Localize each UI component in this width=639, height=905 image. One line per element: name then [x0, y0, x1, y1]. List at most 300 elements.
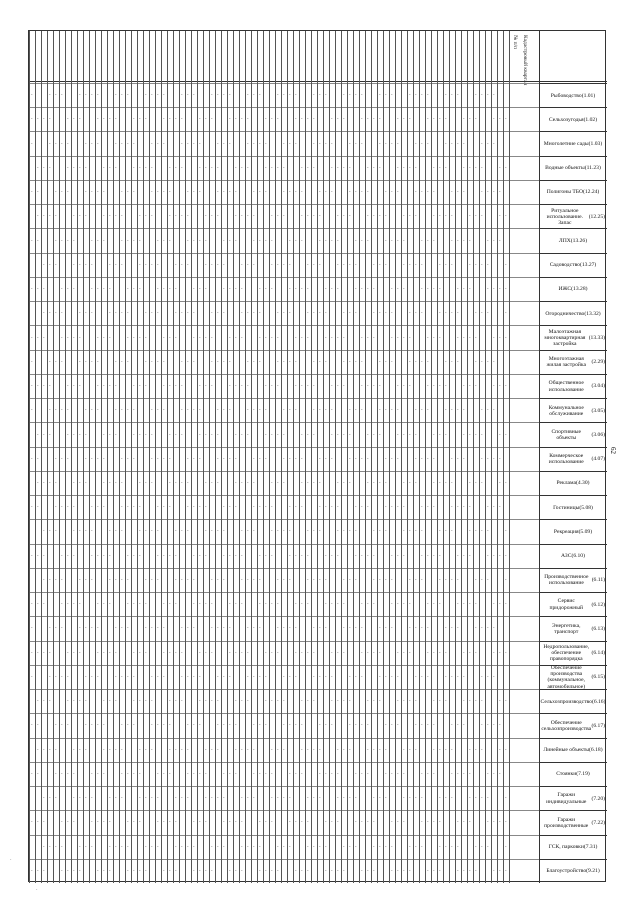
empty-cell-dash: - [85, 480, 87, 485]
empty-cell-dash: - [229, 237, 231, 243]
empty-cell-dash: - [415, 698, 417, 704]
empty-cell-dash: - [487, 140, 489, 146]
category-label: АЗС [561, 553, 572, 560]
empty-cell-dash: - [73, 504, 75, 510]
empty-cell-dash: - [247, 164, 249, 170]
empty-cell-dash: - [157, 189, 159, 195]
empty-cell-dash: - [481, 261, 483, 267]
category-header [539, 325, 607, 349]
empty-cell-dash: - [265, 698, 267, 704]
empty-cell-dash: - [157, 795, 159, 801]
empty-cell-dash: - [43, 552, 45, 558]
empty-cell-dash: - [295, 358, 297, 364]
empty-cell-dash: - [85, 455, 87, 461]
empty-cell-dash: - [367, 431, 369, 437]
empty-cell-dash: - [121, 310, 123, 316]
empty-cell-dash: - [217, 358, 219, 364]
empty-cell-dash: - [85, 795, 87, 801]
empty-cell-dash: - [475, 576, 477, 582]
empty-cell-dash: - [241, 795, 243, 801]
empty-cell-dash: - [403, 213, 405, 219]
empty-cell-dash: - [205, 383, 207, 389]
empty-cell-dash: - [409, 480, 411, 485]
empty-cell-dash: - [427, 237, 429, 243]
column-divider [491, 31, 492, 883]
empty-cell-dash: - [505, 528, 507, 534]
empty-cell-dash: - [157, 310, 159, 316]
category-code: (13.32) [584, 310, 601, 317]
empty-cell-dash: - [49, 649, 51, 655]
empty-cell-dash: - [331, 673, 333, 679]
empty-cell-dash: - [55, 746, 57, 752]
empty-cell-dash: - [61, 455, 63, 461]
empty-cell-dash: - [379, 698, 381, 704]
column-divider [59, 31, 60, 883]
empty-cell-dash: - [277, 649, 279, 655]
empty-cell-dash: - [331, 116, 333, 122]
empty-cell-dash: - [463, 770, 465, 776]
empty-cell-dash: - [31, 601, 33, 607]
empty-cell-dash: - [205, 819, 207, 825]
empty-cell-dash: - [499, 504, 501, 510]
empty-cell-dash: - [49, 261, 51, 267]
empty-cell-dash: - [283, 431, 285, 437]
empty-cell-dash: - [37, 237, 39, 243]
empty-cell-dash: - [373, 261, 375, 267]
empty-cell-dash: - [43, 698, 45, 704]
empty-cell-dash: - [421, 795, 423, 801]
empty-cell-dash: - [193, 140, 195, 146]
empty-cell-dash: - [331, 164, 333, 170]
empty-cell-dash: - [487, 625, 489, 631]
empty-cell-dash: - [277, 795, 279, 801]
empty-cell-dash: - [451, 213, 453, 219]
empty-cell-dash: - [79, 576, 81, 582]
empty-cell-dash: - [325, 358, 327, 364]
empty-cell-dash: - [97, 673, 99, 679]
empty-cell-dash: - [193, 673, 195, 679]
empty-cell-dash: - [295, 673, 297, 679]
empty-cell-dash: - [325, 310, 327, 316]
empty-cell-dash: - [439, 286, 441, 292]
empty-cell-dash: - [313, 261, 315, 267]
empty-cell-dash: - [355, 843, 357, 849]
empty-cell-dash: - [253, 310, 255, 316]
empty-cell-dash: - [193, 334, 195, 340]
empty-cell-dash: - [403, 237, 405, 243]
empty-cell-dash: - [67, 140, 69, 146]
empty-cell-dash: - [439, 698, 441, 704]
empty-cell-dash: - [343, 625, 345, 631]
empty-cell-dash: - [133, 455, 135, 461]
empty-cell-dash: - [55, 843, 57, 849]
empty-cell-dash: - [253, 504, 255, 510]
empty-cell-dash: - [211, 261, 213, 267]
empty-cell-dash: - [421, 722, 423, 728]
empty-cell-dash: - [91, 673, 93, 679]
empty-cell-dash: - [451, 407, 453, 413]
empty-cell-dash: - [433, 164, 435, 170]
empty-cell-dash: - [223, 552, 225, 558]
empty-cell-dash: - [451, 310, 453, 316]
row-divider [29, 374, 539, 375]
empty-cell-dash: - [139, 504, 141, 510]
empty-cell-dash: - [445, 746, 447, 752]
empty-cell-dash: - [397, 673, 399, 679]
empty-cell-dash: - [169, 746, 171, 752]
empty-cell-dash: - [469, 261, 471, 267]
empty-cell-dash: - [433, 286, 435, 292]
empty-cell-dash: - [187, 795, 189, 801]
empty-cell-dash: - [43, 480, 45, 485]
empty-cell-dash: - [421, 407, 423, 413]
empty-cell-dash: - [355, 795, 357, 801]
empty-cell-dash: - [391, 504, 393, 510]
empty-cell-dash: - [61, 358, 63, 364]
empty-cell-dash: - [403, 286, 405, 292]
category-code: (7.20) [591, 795, 605, 802]
empty-cell-dash: - [439, 431, 441, 437]
empty-cell-dash: - [133, 673, 135, 679]
empty-cell-dash: - [319, 92, 321, 98]
empty-cell-dash: - [325, 455, 327, 461]
empty-cell-dash: - [379, 164, 381, 170]
empty-cell-dash: - [109, 576, 111, 582]
category-header [539, 835, 607, 859]
empty-cell-dash: - [217, 140, 219, 146]
empty-cell-dash: - [337, 116, 339, 122]
row-divider [29, 810, 539, 811]
column-divider [467, 31, 468, 883]
empty-cell-dash: - [223, 504, 225, 510]
empty-cell-dash: - [283, 843, 285, 849]
empty-cell-dash: - [31, 649, 33, 655]
empty-cell-dash: - [469, 504, 471, 510]
empty-cell-dash: - [505, 334, 507, 340]
empty-cell-dash: - [211, 310, 213, 316]
empty-cell-dash: - [169, 480, 171, 485]
empty-cell-dash: - [499, 164, 501, 170]
empty-cell-dash: - [151, 843, 153, 849]
empty-cell-dash: - [253, 528, 255, 534]
empty-cell-dash: - [229, 455, 231, 461]
empty-cell-dash: - [307, 431, 309, 437]
empty-cell-dash: - [127, 310, 129, 316]
empty-cell-dash: - [331, 770, 333, 776]
empty-cell-dash: - [469, 213, 471, 219]
empty-cell-dash: - [253, 770, 255, 776]
category-code: (6.11) [591, 577, 605, 584]
empty-cell-dash: - [433, 649, 435, 655]
empty-cell-dash: - [325, 552, 327, 558]
empty-cell-dash: - [397, 552, 399, 558]
empty-cell-dash: - [235, 116, 237, 122]
empty-cell-dash: - [355, 770, 357, 776]
empty-cell-dash: - [145, 867, 147, 873]
empty-cell-dash: - [97, 455, 99, 461]
empty-cell-dash: - [109, 334, 111, 340]
empty-cell-dash: - [235, 286, 237, 292]
row-divider [29, 544, 539, 545]
empty-cell-dash: - [187, 528, 189, 534]
empty-cell-dash: - [295, 625, 297, 631]
empty-cell-dash: - [301, 189, 303, 195]
empty-cell-dash: - [349, 576, 351, 582]
empty-cell-dash: - [439, 795, 441, 801]
empty-cell-dash: - [283, 528, 285, 534]
empty-cell-dash: - [379, 140, 381, 146]
empty-cell-dash: - [409, 213, 411, 219]
empty-cell-dash: - [433, 770, 435, 776]
empty-cell-dash: - [193, 576, 195, 582]
empty-cell-dash: - [55, 576, 57, 582]
empty-cell-dash: - [445, 213, 447, 219]
empty-cell-dash: - [115, 625, 117, 631]
empty-cell-dash: - [439, 601, 441, 607]
empty-cell-dash: - [433, 552, 435, 558]
empty-cell-dash: - [259, 310, 261, 316]
empty-cell-dash: - [499, 722, 501, 728]
empty-cell-dash: - [265, 116, 267, 122]
column-divider [251, 31, 252, 883]
column-divider [485, 31, 486, 883]
empty-cell-dash: - [55, 504, 57, 510]
category-label: Сельхозугодья [548, 116, 584, 123]
empty-cell-dash: - [181, 795, 183, 801]
empty-cell-dash: - [385, 795, 387, 801]
empty-cell-dash: - [295, 189, 297, 195]
empty-cell-dash: - [481, 843, 483, 849]
empty-cell-dash: - [31, 722, 33, 728]
empty-cell-dash: - [49, 625, 51, 631]
category-header [539, 447, 607, 471]
empty-cell-dash: - [163, 867, 165, 873]
empty-cell-dash: - [403, 431, 405, 437]
empty-cell-dash: - [175, 116, 177, 122]
empty-cell-dash: - [451, 795, 453, 801]
empty-cell-dash: - [493, 116, 495, 122]
empty-cell-dash: - [73, 237, 75, 243]
empty-cell-dash: - [481, 310, 483, 316]
empty-cell-dash: - [397, 334, 399, 340]
empty-cell-dash: - [421, 92, 423, 98]
empty-cell-dash: - [205, 213, 207, 219]
empty-cell-dash: - [241, 867, 243, 873]
empty-cell-dash: - [409, 649, 411, 655]
empty-cell-dash: - [127, 455, 129, 461]
empty-cell-dash: - [265, 455, 267, 461]
empty-cell-dash: - [85, 92, 87, 98]
empty-cell-dash: - [79, 698, 81, 704]
empty-cell-dash: - [67, 116, 69, 122]
empty-cell-dash: - [259, 407, 261, 413]
column-divider [203, 31, 204, 883]
empty-cell-dash: - [187, 480, 189, 485]
empty-cell-dash: - [325, 819, 327, 825]
empty-cell-dash: - [205, 116, 207, 122]
empty-cell-dash: - [313, 407, 315, 413]
empty-cell-dash: - [121, 673, 123, 679]
empty-cell-dash: - [229, 334, 231, 340]
empty-cell-dash: - [271, 504, 273, 510]
empty-cell-dash: - [67, 334, 69, 340]
empty-cell-dash: - [427, 189, 429, 195]
empty-cell-dash: - [175, 164, 177, 170]
empty-cell-dash: - [397, 431, 399, 437]
empty-cell-dash: - [247, 358, 249, 364]
empty-cell-dash: - [445, 480, 447, 485]
empty-cell-dash: - [205, 237, 207, 243]
empty-cell-dash: - [295, 504, 297, 510]
empty-cell-dash: - [493, 358, 495, 364]
empty-cell-dash: - [61, 237, 63, 243]
empty-cell-dash: - [343, 698, 345, 704]
empty-cell-dash: - [43, 819, 45, 825]
empty-cell-dash: - [307, 164, 309, 170]
empty-cell-dash: - [175, 480, 177, 485]
empty-cell-dash: - [61, 92, 63, 98]
empty-cell-dash: - [331, 189, 333, 195]
empty-cell-dash: - [145, 625, 147, 631]
empty-cell-dash: - [49, 431, 51, 437]
empty-cell-dash: - [151, 358, 153, 364]
empty-cell-dash: - [349, 140, 351, 146]
empty-cell-dash: - [373, 843, 375, 849]
empty-cell-dash: - [169, 770, 171, 776]
empty-cell-dash: - [139, 795, 141, 801]
empty-cell-dash: - [31, 552, 33, 558]
category-label: Многолетние сады [543, 141, 589, 147]
row-divider [29, 325, 539, 326]
empty-cell-dash: - [37, 601, 39, 607]
empty-cell-dash: - [385, 625, 387, 631]
empty-cell-dash: - [469, 795, 471, 801]
column-divider [335, 31, 336, 883]
empty-cell-dash: - [115, 576, 117, 582]
empty-cell-dash: - [151, 625, 153, 631]
empty-cell-dash: - [109, 431, 111, 437]
empty-cell-dash: - [313, 746, 315, 752]
empty-cell-dash: - [367, 455, 369, 461]
empty-cell-dash: - [151, 795, 153, 801]
empty-cell-dash: - [193, 455, 195, 461]
empty-cell-dash: - [121, 261, 123, 267]
empty-cell-dash: - [229, 407, 231, 413]
empty-cell-dash: - [211, 576, 213, 582]
empty-cell-dash: - [127, 576, 129, 582]
empty-cell-dash: - [343, 261, 345, 267]
empty-cell-dash: - [91, 722, 93, 728]
empty-cell-dash: - [163, 140, 165, 146]
empty-cell-dash: - [409, 528, 411, 534]
empty-cell-dash: - [163, 116, 165, 122]
empty-cell-dash: - [331, 140, 333, 146]
empty-cell-dash: - [481, 358, 483, 364]
empty-cell-dash: - [379, 261, 381, 267]
category-header [539, 253, 607, 277]
empty-cell-dash: - [367, 116, 369, 122]
empty-cell-dash: - [415, 576, 417, 582]
empty-cell-dash: - [445, 140, 447, 146]
empty-cell-dash: - [295, 116, 297, 122]
empty-cell-dash: - [169, 649, 171, 655]
empty-cell-dash: - [55, 528, 57, 534]
empty-cell-dash: - [187, 455, 189, 461]
empty-cell-dash: - [505, 286, 507, 292]
empty-cell-dash: - [475, 698, 477, 704]
empty-cell-dash: - [157, 286, 159, 292]
empty-cell-dash: - [121, 140, 123, 146]
category-header [539, 592, 607, 616]
empty-cell-dash: - [31, 819, 33, 825]
empty-cell-dash: - [229, 504, 231, 510]
column-divider [215, 31, 216, 883]
category-code: (13.33) [588, 334, 605, 341]
empty-cell-dash: - [289, 455, 291, 461]
empty-cell-dash: - [121, 504, 123, 510]
empty-cell-dash: - [367, 237, 369, 243]
empty-cell-dash: - [37, 455, 39, 461]
empty-cell-dash: - [493, 383, 495, 389]
empty-cell-dash: - [349, 673, 351, 679]
empty-cell-dash: - [463, 189, 465, 195]
empty-cell-dash: - [85, 261, 87, 267]
empty-cell-dash: - [199, 819, 201, 825]
empty-cell-dash: - [217, 576, 219, 582]
empty-cell-dash: - [463, 867, 465, 873]
empty-cell-dash: - [391, 819, 393, 825]
empty-cell-dash: - [241, 819, 243, 825]
empty-cell-dash: - [31, 189, 33, 195]
empty-cell-dash: - [367, 213, 369, 219]
empty-cell-dash: - [163, 383, 165, 389]
empty-cell-dash: - [325, 334, 327, 340]
empty-cell-dash: - [163, 625, 165, 631]
empty-cell-dash: - [499, 480, 501, 485]
empty-cell-dash: - [325, 504, 327, 510]
empty-cell-dash: - [223, 407, 225, 413]
empty-cell-dash: - [151, 164, 153, 170]
empty-cell-dash: - [43, 383, 45, 389]
empty-cell-dash: - [325, 722, 327, 728]
empty-cell-dash: - [427, 116, 429, 122]
empty-cell-dash: - [79, 649, 81, 655]
empty-cell-dash: - [307, 480, 309, 485]
empty-cell-dash: - [421, 625, 423, 631]
column-divider [77, 31, 78, 883]
empty-cell-dash: - [385, 843, 387, 849]
empty-cell-dash: - [487, 92, 489, 98]
empty-cell-dash: - [379, 480, 381, 485]
empty-cell-dash: - [205, 528, 207, 534]
empty-cell-dash: - [43, 431, 45, 437]
row-divider [29, 277, 539, 278]
empty-cell-dash: - [73, 286, 75, 292]
empty-cell-dash: - [481, 698, 483, 704]
empty-cell-dash: - [31, 673, 33, 679]
empty-cell-dash: - [313, 576, 315, 582]
empty-cell-dash: - [361, 819, 363, 825]
empty-cell-dash: - [235, 867, 237, 873]
empty-cell-dash: - [373, 867, 375, 873]
empty-cell-dash: - [229, 189, 231, 195]
empty-cell-dash: - [127, 504, 129, 510]
empty-cell-dash: - [385, 407, 387, 413]
empty-cell-dash: - [211, 334, 213, 340]
empty-cell-dash: - [397, 116, 399, 122]
empty-cell-dash: - [427, 601, 429, 607]
empty-cell-dash: - [469, 746, 471, 752]
